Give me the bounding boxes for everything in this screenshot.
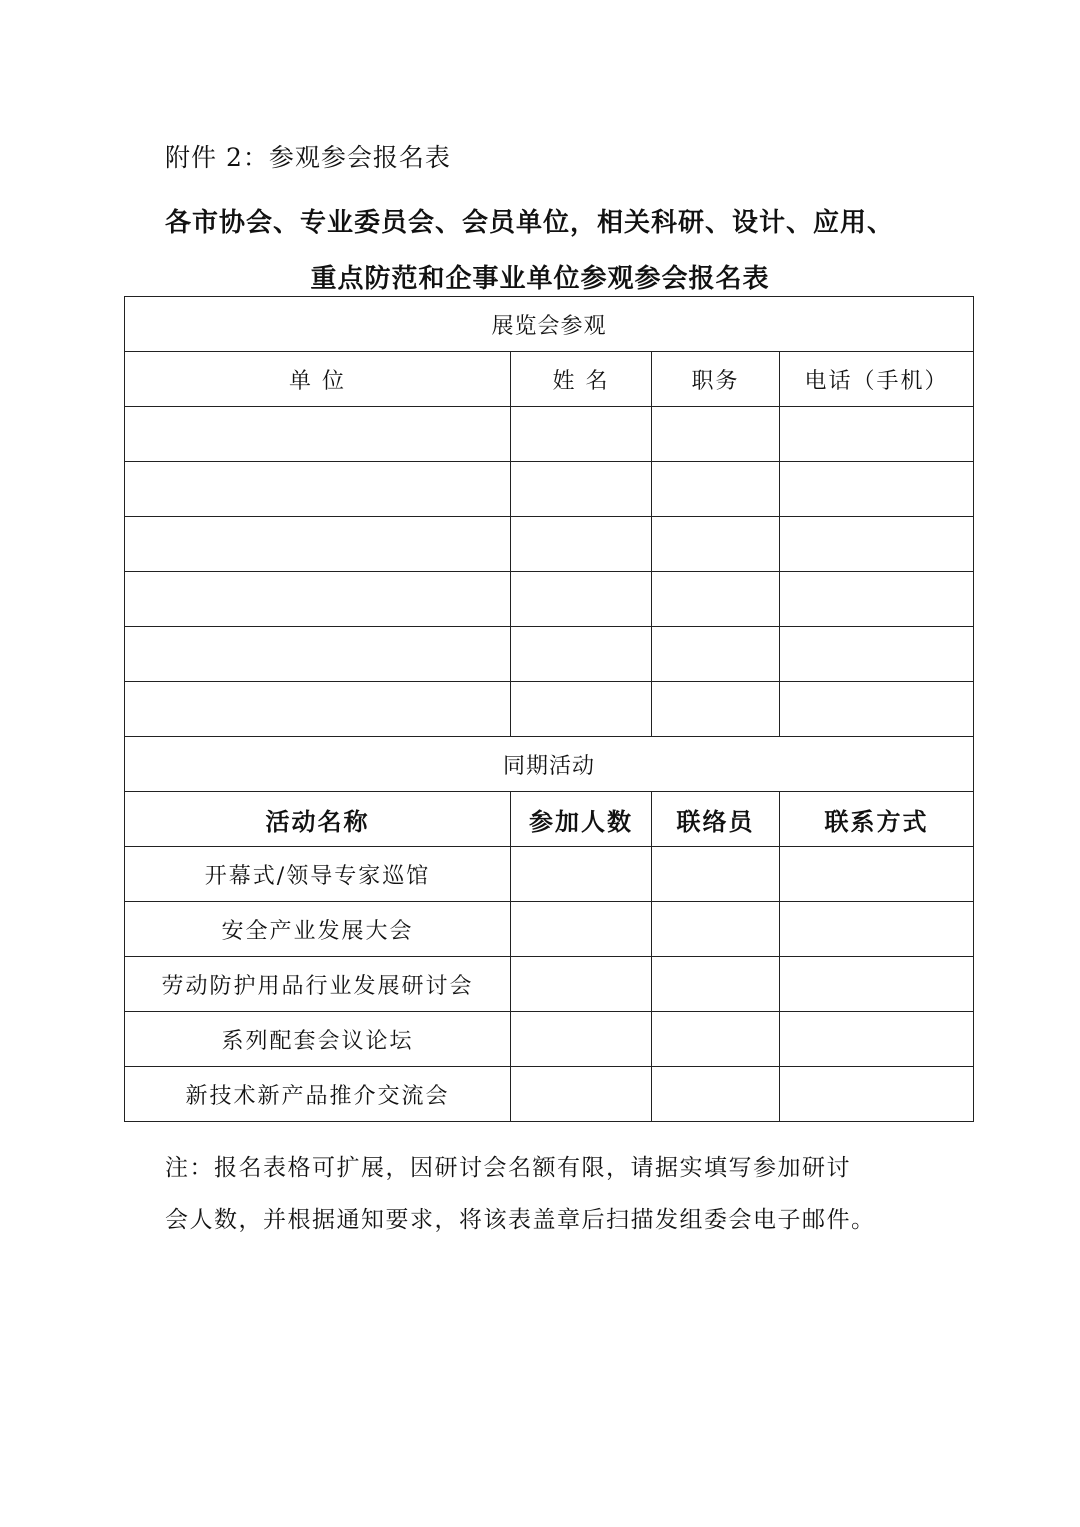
- attendees-cell[interactable]: [511, 1067, 652, 1122]
- activity-row: [125, 1067, 974, 1122]
- activity-name: 劳动防护用品行业发展研讨会: [125, 957, 511, 1012]
- form-title-line-2: 重点防范和企事业单位参观参会报名表: [310, 264, 770, 294]
- phone-cell[interactable]: [780, 517, 974, 572]
- position-cell[interactable]: [652, 407, 780, 462]
- exhibition-blank-row: [125, 682, 974, 737]
- contact-cell[interactable]: [780, 902, 974, 957]
- unit-cell[interactable]: [125, 627, 511, 682]
- col-header-activity-name: 活动名称: [125, 792, 511, 847]
- activity-row: [125, 957, 974, 1012]
- col-header-liaison: 联络员: [652, 792, 780, 847]
- unit-cell[interactable]: [125, 517, 511, 572]
- exhibition-blank-row: [125, 407, 974, 462]
- activity-name: 系列配套会议论坛: [125, 1012, 511, 1067]
- attendees-cell[interactable]: [511, 1012, 652, 1067]
- contact-cell[interactable]: [780, 957, 974, 1012]
- liaison-cell[interactable]: [652, 902, 780, 957]
- unit-cell[interactable]: [125, 462, 511, 517]
- activity-row: [125, 1012, 974, 1067]
- exhibition-blank-row: [125, 517, 974, 572]
- name-cell[interactable]: [511, 462, 652, 517]
- unit-cell[interactable]: [125, 682, 511, 737]
- liaison-cell[interactable]: [652, 1012, 780, 1067]
- name-cell[interactable]: [511, 517, 652, 572]
- col-header-position: 职务: [652, 352, 780, 407]
- col-header-attendees: 参加人数: [511, 792, 652, 847]
- activity-name: 开幕式/领导专家巡馆: [125, 847, 511, 902]
- contact-cell[interactable]: [780, 1067, 974, 1122]
- activities-section-row: [125, 737, 974, 792]
- unit-cell[interactable]: [125, 572, 511, 627]
- footnote-line-2: 会人数，并根据通知要求，将该表盖章后扫描发组委会电子邮件。: [165, 1207, 876, 1233]
- position-cell[interactable]: [652, 572, 780, 627]
- footnote: [165, 1142, 925, 1246]
- phone-cell[interactable]: [780, 682, 974, 737]
- exhibition-blank-row: [125, 572, 974, 627]
- liaison-cell[interactable]: [652, 957, 780, 1012]
- activity-row: [125, 902, 974, 957]
- activity-name: 新技术新产品推介交流会: [125, 1067, 511, 1122]
- col-header-phone: 电话（手机）: [780, 352, 974, 407]
- phone-cell[interactable]: [780, 572, 974, 627]
- attendees-cell[interactable]: [511, 902, 652, 957]
- activities-header-row: [125, 792, 974, 847]
- name-cell[interactable]: [511, 682, 652, 737]
- exhibition-section-title: 展览会参观: [125, 297, 974, 352]
- position-cell[interactable]: [652, 462, 780, 517]
- phone-cell[interactable]: [780, 462, 974, 517]
- position-cell[interactable]: [652, 627, 780, 682]
- name-cell[interactable]: [511, 627, 652, 682]
- activity-name: 安全产业发展大会: [125, 902, 511, 957]
- attendees-cell[interactable]: [511, 957, 652, 1012]
- exhibition-blank-row: [125, 462, 974, 517]
- col-header-name: 姓 名: [511, 352, 652, 407]
- form-title-line-1: 各市协会、专业委员会、会员单位，相关科研、设计、应用、: [165, 208, 895, 238]
- registration-table: [124, 296, 974, 1122]
- liaison-cell[interactable]: [652, 1067, 780, 1122]
- activities-section-title: 同期活动: [125, 737, 974, 792]
- name-cell[interactable]: [511, 572, 652, 627]
- col-header-contact: 联系方式: [780, 792, 974, 847]
- position-cell[interactable]: [652, 517, 780, 572]
- exhibition-header-row: [125, 352, 974, 407]
- name-cell[interactable]: [511, 407, 652, 462]
- exhibition-section-row: [125, 297, 974, 352]
- contact-cell[interactable]: [780, 847, 974, 902]
- position-cell[interactable]: [652, 682, 780, 737]
- attachment-label: 附件 2：参观参会报名表: [165, 143, 451, 172]
- phone-cell[interactable]: [780, 407, 974, 462]
- unit-cell[interactable]: [125, 407, 511, 462]
- attendees-cell[interactable]: [511, 847, 652, 902]
- exhibition-blank-row: [125, 627, 974, 682]
- activity-row: [125, 847, 974, 902]
- phone-cell[interactable]: [780, 627, 974, 682]
- col-header-unit: 单 位: [125, 352, 511, 407]
- liaison-cell[interactable]: [652, 847, 780, 902]
- footnote-line-1: 注：报名表格可扩展，因研讨会名额有限，请据实填写参加研讨: [165, 1155, 851, 1181]
- contact-cell[interactable]: [780, 1012, 974, 1067]
